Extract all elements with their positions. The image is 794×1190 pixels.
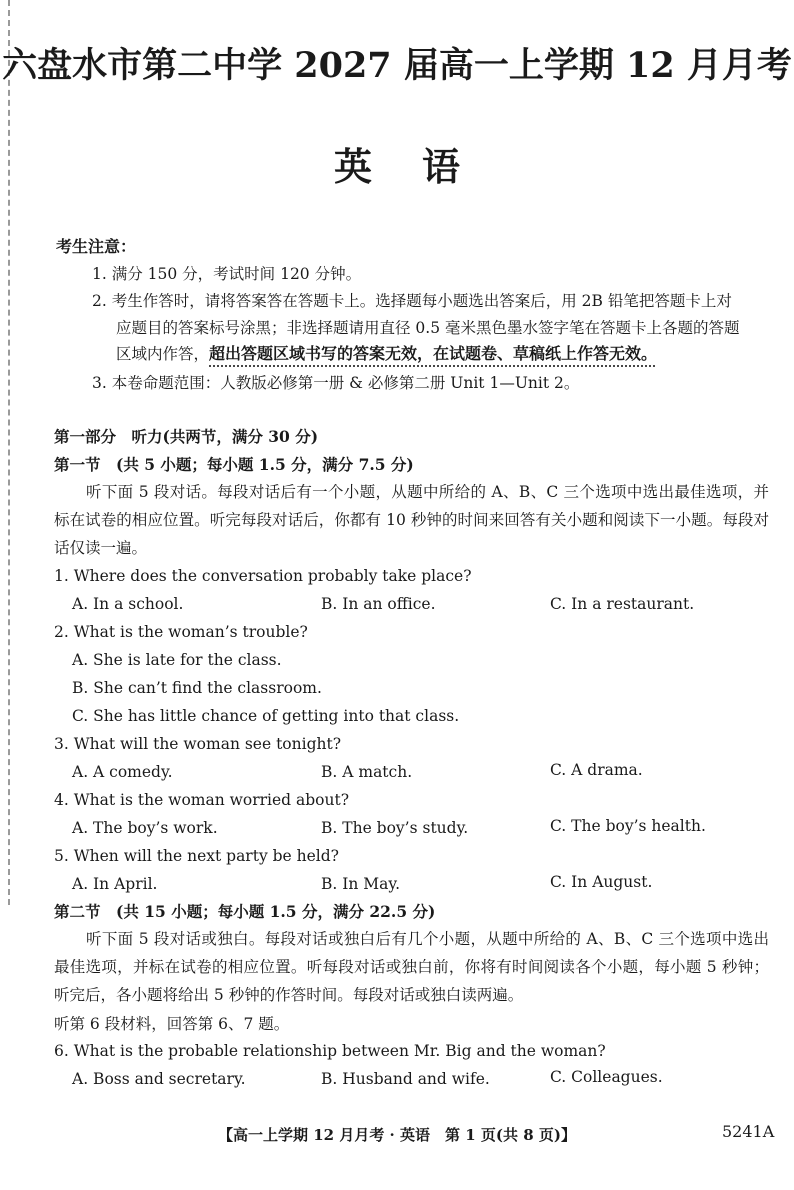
- question-4-option-b: B. The boy’s study.: [321, 819, 469, 837]
- question-3-option-b: B. A match.: [321, 763, 413, 781]
- question-1-option-b: B. In an office.: [321, 595, 436, 613]
- question-6-option-b: B. Husband and wife.: [321, 1070, 490, 1088]
- notice-item-2-line-3-text: 区域内作答，: [116, 345, 210, 363]
- question-1-option-a: A. In a school.: [72, 595, 184, 613]
- question-3-option-a: A. A comedy.: [72, 763, 173, 781]
- question-6-stem: 6. What is the probable relationship between Mr. Big and the woman?: [54, 1042, 606, 1060]
- section2-instructions: 听下面 5 段对话或独白。每段对话或独白后有几个小题，从题中所给的 A、B、C 三个选项中选出最佳选项，并标在试卷的相应位置。听每段对话或独白前，你将有时间阅读各个小题，每小题 5 秒钟；听完后，各小题将给出 5 秒钟的作答时间。每段对话或独白读两遍。: [54, 930, 769, 1004]
- question-2-option-c: C. She has little chance of getting into that class.: [72, 707, 460, 725]
- notice-item-1: 1. 满分 150 分，考试时间 120 分钟。: [92, 265, 362, 283]
- question-4-option-a: A. The boy’s work.: [72, 819, 218, 837]
- question-5-option-c: C. In August.: [550, 873, 653, 891]
- question-5-option-b: B. In May.: [321, 875, 401, 893]
- question-2-option-a: A. She is late for the class.: [72, 651, 282, 669]
- section1-heading: 第一节 (共 5 小题；每小题 1.5 分，满分 7.5 分): [54, 455, 414, 474]
- part1-heading: 第一部分 听力(共两节，满分 30 分): [54, 427, 319, 446]
- question-2-stem: 2. What is the woman’s trouble?: [54, 623, 308, 641]
- section2-material-note: 听第 6 段材料，回答第 6、7 题。: [54, 1015, 290, 1033]
- question-4-option-c: C. The boy’s health.: [550, 817, 706, 835]
- question-3-option-c: C. A drama.: [550, 761, 643, 779]
- question-4-stem: 4. What is the woman worried about?: [54, 791, 350, 809]
- question-5-stem: 5. When will the next party be held?: [54, 847, 339, 865]
- notice-item-2-line-1: 2. 考生作答时，请将答案答在答题卡上。选择题每小题选出答案后，用 2B 铅笔把答题卡上对: [92, 292, 732, 310]
- question-6-option-c: C. Colleagues.: [550, 1068, 663, 1086]
- subject-title: 英语: [333, 144, 510, 189]
- exam-title: 六盘水市第二中学 2027 届高一上学期 12 月月考: [2, 45, 792, 86]
- page-footer: 【高一上学期 12 月月考 · 英语 第 1 页(共 8 页)】: [218, 1126, 576, 1144]
- section1-instructions: 听下面 5 段对话。每段对话后有一个小题，从题中所给的 A、B、C 三个选项中选出最佳选项，并标在试卷的相应位置。听完每段对话后，你都有 10 秒钟的时间来回答有关小题和阅读下一小题。每段对话仅读一遍。: [54, 483, 769, 557]
- notice-item-2-line-2: 应题目的答案标号涂黑；非选择题请用直径 0.5 毫米黑色墨水签字笔在答题卡上各题的答题: [116, 319, 740, 337]
- notice-item-3: 3. 本卷命题范围：人教版必修第一册 & 必修第二册 Unit 1—Unit 2。: [92, 374, 580, 392]
- question-2-option-b: B. She can’t find the classroom.: [72, 679, 322, 697]
- notice-heading: 考生注意：: [56, 237, 137, 256]
- notice-item-2-line-3: [116, 343, 657, 365]
- question-6-option-a: A. Boss and secretary.: [72, 1070, 246, 1088]
- paper-code: 5241A: [722, 1122, 775, 1141]
- question-5-option-a: A. In April.: [72, 875, 158, 893]
- question-3-stem: 3. What will the woman see tonight?: [54, 735, 342, 753]
- section2-heading: 第二节 (共 15 小题；每小题 1.5 分，满分 22.5 分): [54, 902, 436, 921]
- question-1-option-c: C. In a restaurant.: [550, 595, 695, 613]
- notice-emphasis: 超出答题区域书写的答案无效，在试题卷、草稿纸上作答无效。: [209, 344, 658, 363]
- question-1-stem: 1. Where does the conversation probably take place?: [54, 567, 472, 585]
